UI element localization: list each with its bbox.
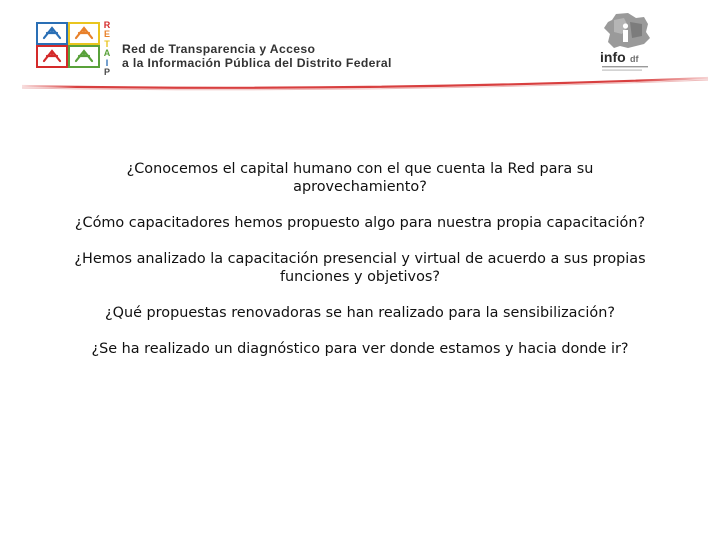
- question-text: ¿Hemos analizado la capacitación presencial y virtual de acuerdo a sus propias funciones y objetivos?: [74, 251, 646, 285]
- infodf-logo-suffix: df: [630, 54, 639, 64]
- organization-name-line2: a la Información Pública del Distrito Federal: [122, 56, 392, 70]
- acronym-letter: A: [103, 48, 111, 59]
- question-text: ¿Conocemos el capital humano con el que cuenta la Red para su aprovechamiento?: [126, 161, 594, 195]
- acronym-letter: I: [105, 57, 109, 68]
- acronym-letter: E: [103, 29, 110, 40]
- header-divider: [20, 74, 710, 94]
- infodf-logo-text: info: [600, 49, 626, 65]
- acronym-letter: P: [103, 67, 110, 78]
- retaip-acronym: [101, 21, 113, 77]
- acronym-letter: T: [104, 38, 110, 49]
- question-text: ¿Cómo capacitadores hemos propuesto algo para nuestra propia capacitación?: [74, 215, 646, 231]
- questions-list: [70, 160, 650, 376]
- retaip-logo: [36, 22, 100, 68]
- infodf-logo: [598, 12, 654, 74]
- question-text: ¿Se ha realizado un diagnóstico para ver donde estamos y hacia donde ir?: [91, 341, 629, 357]
- question-text: ¿Qué propuestas renovadoras se han realizado para la sensibilización?: [105, 305, 615, 321]
- organization-name-line1: Red de Transparencia y Acceso: [122, 42, 316, 56]
- acronym-letter: R: [103, 20, 111, 30]
- header: [0, 0, 720, 100]
- organization-name: [122, 42, 392, 70]
